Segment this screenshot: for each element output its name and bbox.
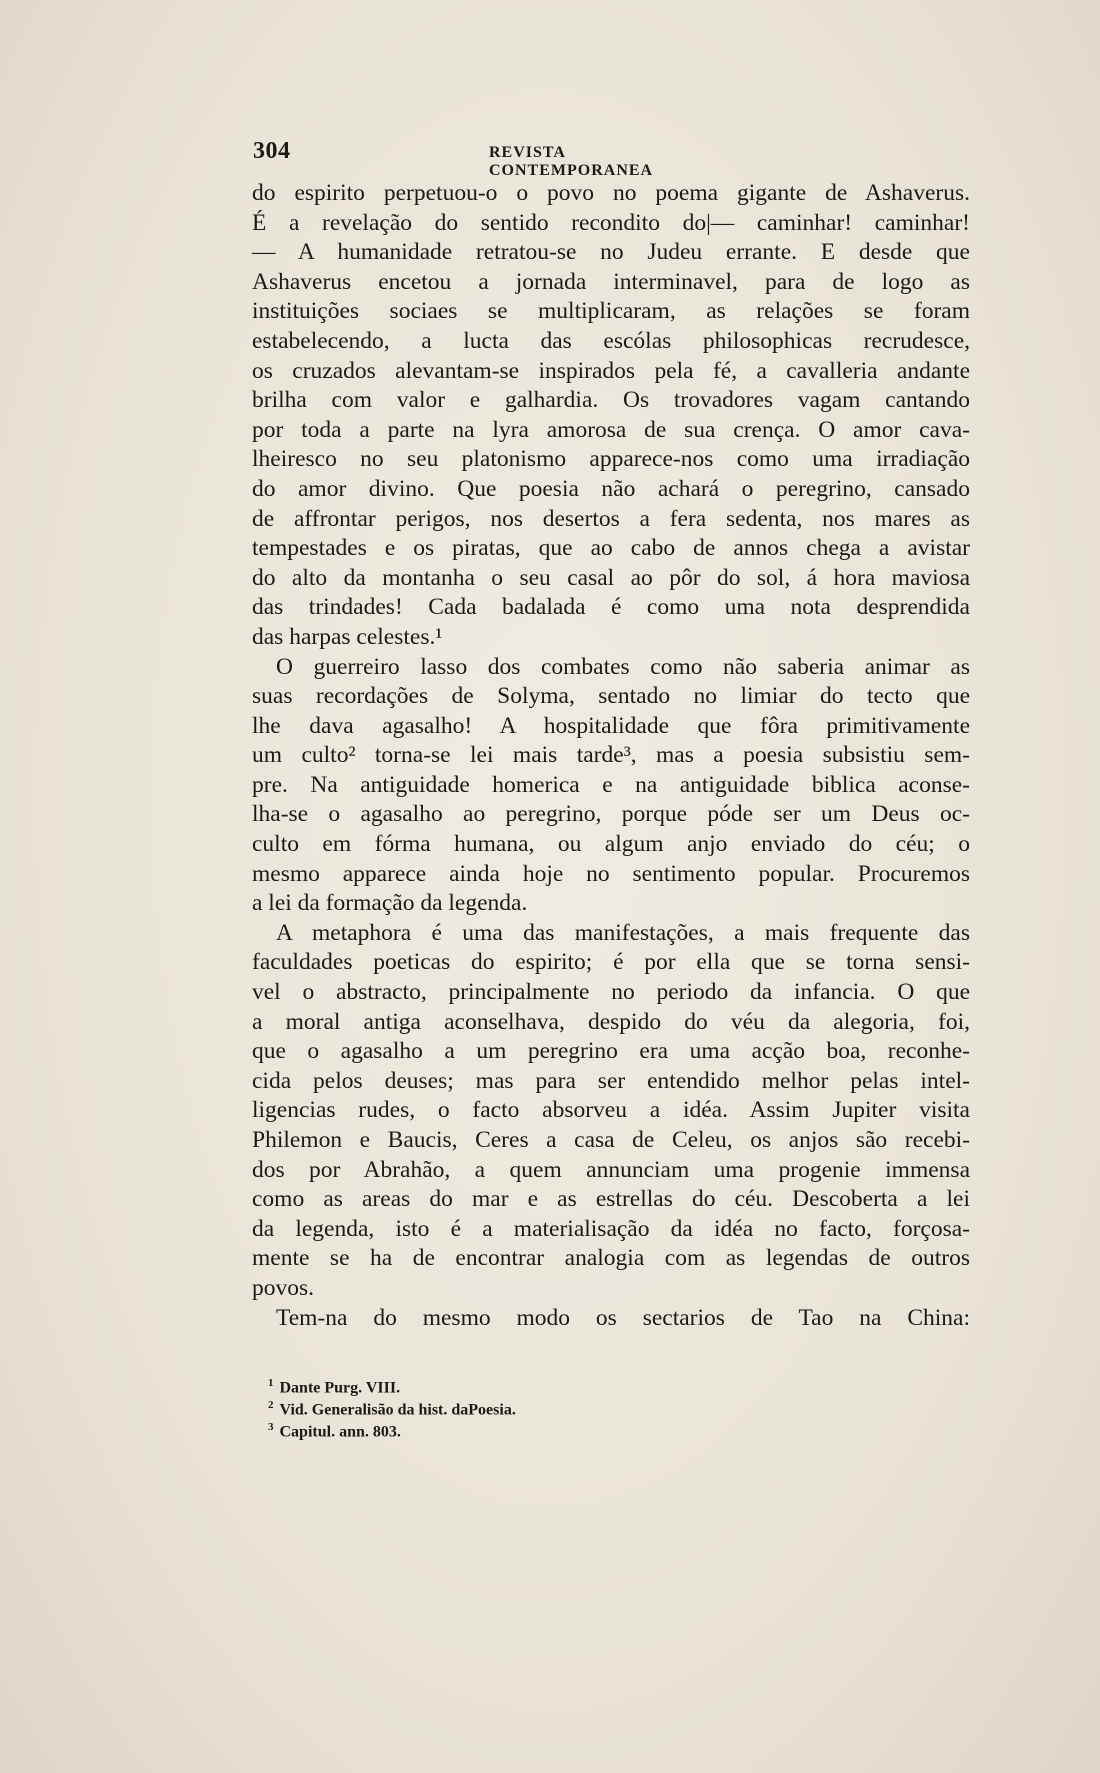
- page-header: [253, 138, 728, 179]
- text-line: tempestades e os piratas, que ao cabo de annos chega a avistar: [252, 535, 970, 562]
- text-line: Ashaverus encetou a jornada interminavel, para de logo as: [252, 268, 970, 295]
- footnote-marker: 3: [268, 1421, 274, 1433]
- text-line: — A humanidade retratou-se no Judeu errante. E desde que: [252, 239, 970, 266]
- text-line: como as areas do mar e as estrellas do céu. Descoberta a lei: [252, 1186, 970, 1213]
- text-line: brilha com valor e galhardia. Os trovadores vagam cantando: [252, 387, 970, 414]
- text-line: instituições sociaes se multiplicaram, as relações se foram: [252, 298, 970, 325]
- text-line: ligencias rudes, o facto absorveu a idéa. Assim Jupiter visita: [252, 1097, 970, 1124]
- text-line: Tem-na do mesmo modo os sectarios de Tao na China:: [276, 1304, 970, 1331]
- text-line: povos.: [252, 1274, 315, 1301]
- text-line: pre. Na antiguidade homerica e na antiguidade biblica aconse-: [252, 771, 970, 798]
- body-text: [252, 179, 970, 1333]
- text-line: Philemon e Baucis, Ceres a casa de Celeu, os anjos são recebi-: [252, 1127, 970, 1153]
- text-line: faculdades poeticas do espirito; é por ella que se torna sensi-: [252, 949, 970, 976]
- footnote-text: Vid. Generalisão da hist. daPoesia.: [279, 1401, 516, 1419]
- text-line: um culto² torna-se lei mais tarde³, mas a poesia subsistiu sem-: [252, 742, 970, 769]
- footnote-marker: 1: [268, 1377, 274, 1389]
- text-line: vel o abstracto, principalmente no periodo da infancia. O que: [252, 979, 970, 1006]
- text-line: A metaphora é uma das manifestações, a mais frequente das: [276, 919, 970, 946]
- running-title: REVISTA CONTEMPORANEA: [489, 144, 654, 179]
- text-line: da legenda, isto é a materialisação da idéa no facto, forçosa-: [252, 1215, 970, 1242]
- text-line: os cruzados alevantam-se inspirados pela fé, a cavalleria andante: [252, 357, 970, 384]
- text-line: mente se ha de encontrar analogia com as legendas de outros: [252, 1245, 970, 1272]
- text-line: do alto da montanha o seu casal ao pôr do sol, á hora maviosa: [252, 564, 970, 591]
- text-line: das harpas celestes.¹: [252, 623, 443, 650]
- footnote-marker: 2: [268, 1399, 274, 1411]
- text-line: O guerreiro lasso dos combates como não saberia animar as: [276, 653, 970, 680]
- text-line: lheiresco no seu platonismo apparece-nos como uma irradiação: [252, 446, 970, 473]
- footnote: [268, 1416, 688, 1441]
- text-line: lhe dava agasalho! A hospitalidade que fôra primitivamente: [252, 712, 970, 739]
- text-line: suas recordações de Solyma, sentado no limiar do tecto que: [252, 683, 970, 710]
- text-line: do amor divino. Que poesia não achará o peregrino, cansado: [252, 475, 970, 502]
- text-line: estabelecendo, a lucta das escólas philosophicas recrudesce,: [252, 327, 970, 354]
- text-line: por toda a parte na lyra amorosa de sua crença. O amor cava-: [252, 416, 970, 443]
- text-line: dos por Abrahão, a quem annunciam uma progenie immensa: [252, 1156, 970, 1183]
- page-number: 304: [253, 138, 291, 164]
- footnote-text: Dante Purg. VIII.: [279, 1379, 401, 1397]
- text-line: a moral antiga aconselhava, despido do véu da alegoria, foi,: [252, 1008, 970, 1035]
- text-line: lha-se o agasalho ao peregrino, porque póde ser um Deus oc-: [252, 801, 970, 828]
- footnote-text: Capitul. ann. 803.: [279, 1423, 401, 1441]
- footnotes: [268, 1372, 688, 1441]
- text-line: que o agasalho a um peregrino era uma acção boa, reconhe-: [252, 1038, 970, 1065]
- text-line: de affrontar perigos, nos desertos a fera sedenta, nos mares as: [252, 505, 970, 532]
- text-line: das trindades! Cada badalada é como uma nota desprendida: [252, 594, 970, 621]
- text-line: a lei da formação da legenda.: [252, 890, 528, 917]
- footnote: [268, 1394, 688, 1419]
- text-line: mesmo apparece ainda hoje no sentimento popular. Procuremos: [252, 860, 970, 887]
- text-line: É a revelação do sentido recondito do|— caminhar! caminhar!: [252, 209, 970, 236]
- text-line: do espirito perpetuou-o o povo no poema gigante de Ashaverus.: [252, 180, 970, 206]
- text-line: culto em fórma humana, ou algum anjo enviado do céu; o: [252, 831, 970, 858]
- footnote: [268, 1372, 688, 1397]
- text-line: cida pelos deuses; mas para ser entendido melhor pelas intel-: [252, 1067, 970, 1094]
